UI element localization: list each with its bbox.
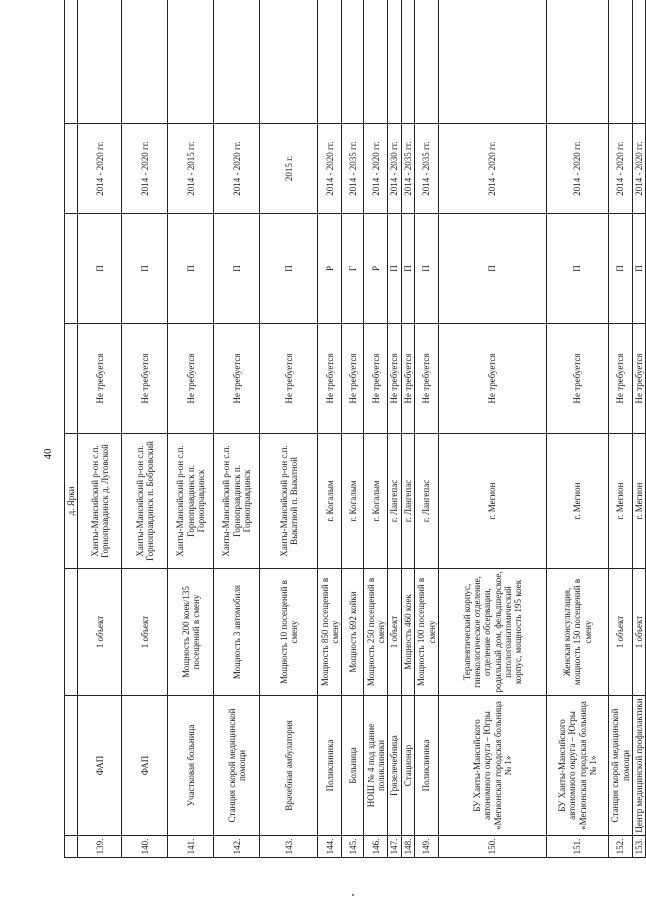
implementation-period: 2014 - 2035 гг. bbox=[401, 124, 414, 214]
location: Ханты-Мансийский р-он с.п. Горноправдинск п. Горноправдинск bbox=[214, 434, 260, 569]
object-name: Центр медицинской профилактики bbox=[633, 696, 646, 836]
empty-cell bbox=[318, 0, 342, 124]
page-number: 40 bbox=[42, 448, 54, 460]
row-number: 141. bbox=[168, 836, 214, 858]
table-row bbox=[342, 0, 364, 858]
land-allocation: Не требуется bbox=[214, 324, 260, 434]
object-name: Больница bbox=[342, 696, 364, 836]
object-name: Поликлиника bbox=[415, 696, 439, 836]
location: Ханты-Мансийский р-он с.п. Горноправдинск п. Горноправдинск bbox=[168, 434, 214, 569]
row-number: 146. bbox=[364, 836, 388, 858]
object-type: П bbox=[260, 214, 318, 324]
empty-cell bbox=[547, 0, 609, 124]
location: г. Когалым bbox=[318, 434, 342, 569]
implementation-period: 2014 - 2020 гг. bbox=[364, 124, 388, 214]
implementation-period: 2014 - 2020 гг. bbox=[547, 124, 609, 214]
empty-cell bbox=[439, 0, 547, 124]
object-type: П bbox=[78, 214, 122, 324]
land-allocation: Не требуется bbox=[342, 324, 364, 434]
land-allocation: Не требуется bbox=[318, 324, 342, 434]
table-row bbox=[415, 0, 439, 858]
location: г. Когалым bbox=[342, 434, 364, 569]
object-name: НОШ № 4 под здание поликлиники bbox=[364, 696, 388, 836]
land-allocation: Не требуется bbox=[260, 324, 318, 434]
row-number: 144. bbox=[318, 836, 342, 858]
object-name: Стационар bbox=[401, 696, 414, 836]
capacity: 1 объект bbox=[633, 569, 646, 696]
row-number: 152. bbox=[609, 836, 633, 858]
object-type: П bbox=[415, 214, 439, 324]
table-row bbox=[214, 0, 260, 858]
row-number: 140. bbox=[122, 836, 168, 858]
row-number: 151. bbox=[547, 836, 609, 858]
empty-cell bbox=[401, 0, 414, 124]
row-number: 145. bbox=[342, 836, 364, 858]
empty-cell bbox=[415, 0, 439, 124]
implementation-period: 2014 - 2020 гг. bbox=[609, 124, 633, 214]
capacity: Мощность 850 посещений в смену bbox=[318, 569, 342, 696]
implementation-period: 2014 - 2030 гг. bbox=[388, 124, 401, 214]
capacity: Мощность 10 посещений в смену bbox=[260, 569, 318, 696]
empty-cell bbox=[78, 0, 122, 124]
land-allocation: Не требуется bbox=[633, 324, 646, 434]
capacity: 1 объект bbox=[122, 569, 168, 696]
land-allocation: Не требуется bbox=[122, 324, 168, 434]
implementation-period: 2014 - 2035 гг. bbox=[342, 124, 364, 214]
land-allocation: Не требуется bbox=[415, 324, 439, 434]
location: г. Лангепас bbox=[401, 434, 414, 569]
location: Ханты-Мансийский р-он с.п. Горноправдинск д. Луговской bbox=[78, 434, 122, 569]
location: г. Мегион bbox=[609, 434, 633, 569]
object-type: П bbox=[122, 214, 168, 324]
implementation-period: 2014 - 2020 гг. bbox=[122, 124, 168, 214]
object-name: БУ Ханты-Мансийского автономного округа – Югры «Мегионская городская больница № 1» bbox=[439, 696, 547, 836]
row-number: 153. bbox=[633, 836, 646, 858]
land-allocation: Не требуется bbox=[609, 324, 633, 434]
capacity: Мощность 250 посещений в смену bbox=[364, 569, 388, 696]
row-number: 142. bbox=[214, 836, 260, 858]
implementation-period: 2014 - 2020 гг. bbox=[439, 124, 547, 214]
location: Ханты-Мансийский р-он с.п. Выкатной п. Выкатной bbox=[260, 434, 318, 569]
table-row bbox=[318, 0, 342, 858]
empty-cell bbox=[633, 0, 646, 124]
land-allocation: Не требуется bbox=[388, 324, 401, 434]
object-name: ФАП bbox=[78, 696, 122, 836]
object-name: БУ Ханты-Мансийского автономного округа – Югры «Мегионская городская больница № 1» bbox=[547, 696, 609, 836]
implementation-period: 2014 - 2020 гг. bbox=[318, 124, 342, 214]
empty-cell bbox=[214, 0, 260, 124]
object-type: П bbox=[439, 214, 547, 324]
object-name: Станция скорой медицинской помощи bbox=[609, 696, 633, 836]
implementation-period: 2014 - 2035 гг. bbox=[415, 124, 439, 214]
table-row bbox=[439, 0, 547, 858]
implementation-period: 2015 г. bbox=[260, 124, 318, 214]
object-type: Р bbox=[318, 214, 342, 324]
capacity: Женская консультация, мощность 150 посещений в смену bbox=[547, 569, 609, 696]
objects-register-table bbox=[64, 0, 646, 858]
table-body bbox=[65, 0, 646, 858]
empty-cell bbox=[364, 0, 388, 124]
table-row bbox=[168, 0, 214, 858]
capacity: 1 объект bbox=[388, 569, 401, 696]
land-allocation: Не требуется bbox=[547, 324, 609, 434]
capacity: Мощность 200 коек/135 посещений в смену bbox=[168, 569, 214, 696]
land-allocation: Не требуется bbox=[78, 324, 122, 434]
row-number: 139. bbox=[78, 836, 122, 858]
empty-cell bbox=[609, 0, 633, 124]
subheader-row bbox=[65, 0, 78, 858]
object-type: П bbox=[388, 214, 401, 324]
object-name: ФАП bbox=[122, 696, 168, 836]
object-type: П bbox=[547, 214, 609, 324]
table-row bbox=[547, 0, 609, 858]
subheader-location: д. Ярки bbox=[65, 434, 78, 569]
implementation-period: 2014 - 2020 гг. bbox=[78, 124, 122, 214]
capacity: Мощность 460 коек bbox=[401, 569, 414, 696]
rotated-table-wrapper bbox=[64, 0, 645, 858]
row-number: 148. bbox=[401, 836, 414, 858]
row-number: 147. bbox=[388, 836, 401, 858]
land-allocation: Не требуется bbox=[401, 324, 414, 434]
table-row bbox=[633, 0, 646, 858]
object-type: П bbox=[633, 214, 646, 324]
object-type: П bbox=[401, 214, 414, 324]
implementation-period: 2014 - 2015 гг. bbox=[168, 124, 214, 214]
object-type: Р bbox=[364, 214, 388, 324]
empty-cell bbox=[122, 0, 168, 124]
empty-cell bbox=[388, 0, 401, 124]
row-number: 143. bbox=[260, 836, 318, 858]
table-row bbox=[122, 0, 168, 858]
capacity: 1 объект bbox=[609, 569, 633, 696]
table-row bbox=[260, 0, 318, 858]
implementation-period: 2014 - 2020 гг. bbox=[633, 124, 646, 214]
object-type: П bbox=[168, 214, 214, 324]
capacity: Мощность 100 посещений в смену bbox=[415, 569, 439, 696]
land-allocation: Не требуется bbox=[364, 324, 388, 434]
empty-cell bbox=[168, 0, 214, 124]
location: г. Мегион bbox=[633, 434, 646, 569]
object-type: Г bbox=[342, 214, 364, 324]
capacity: Мощность 692 койки bbox=[342, 569, 364, 696]
row-number: 149. bbox=[415, 836, 439, 858]
table-row bbox=[401, 0, 414, 858]
location: г. Мегион bbox=[439, 434, 547, 569]
location: г. Когалым bbox=[364, 434, 388, 569]
land-allocation: Не требуется bbox=[439, 324, 547, 434]
empty-cell bbox=[342, 0, 364, 124]
object-type: П bbox=[214, 214, 260, 324]
capacity: 1 объект bbox=[78, 569, 122, 696]
object-name: Врачебная амбулатория bbox=[260, 696, 318, 836]
location: Ханты-Мансийский р-он с.п. Горноправдинск п. Бобровский bbox=[122, 434, 168, 569]
implementation-period: 2014 - 2020 гг. bbox=[214, 124, 260, 214]
object-name: Участковая больница bbox=[168, 696, 214, 836]
table-row bbox=[609, 0, 633, 858]
object-type: П bbox=[609, 214, 633, 324]
capacity: Терапевтический корпус, гинекологическое отделение, отделение обсервации, родильный дом, фельдшерское, патологоанатомический корпус, мощность 195 коек bbox=[439, 569, 547, 696]
location: г. Лангепас bbox=[415, 434, 439, 569]
location: г. Мегион bbox=[547, 434, 609, 569]
empty-cell bbox=[260, 0, 318, 124]
table-row bbox=[78, 0, 122, 858]
row-number: 150. bbox=[439, 836, 547, 858]
object-name: Грязелечебница bbox=[388, 696, 401, 836]
table-row bbox=[364, 0, 388, 858]
scan-dust-mark bbox=[352, 894, 354, 896]
object-name: Станция скорой медицинской помощи bbox=[214, 696, 260, 836]
location: г. Лангепас bbox=[388, 434, 401, 569]
capacity: Мощность 3 автомобиля bbox=[214, 569, 260, 696]
object-name: Поликлиника bbox=[318, 696, 342, 836]
table-row bbox=[388, 0, 401, 858]
land-allocation: Не требуется bbox=[168, 324, 214, 434]
